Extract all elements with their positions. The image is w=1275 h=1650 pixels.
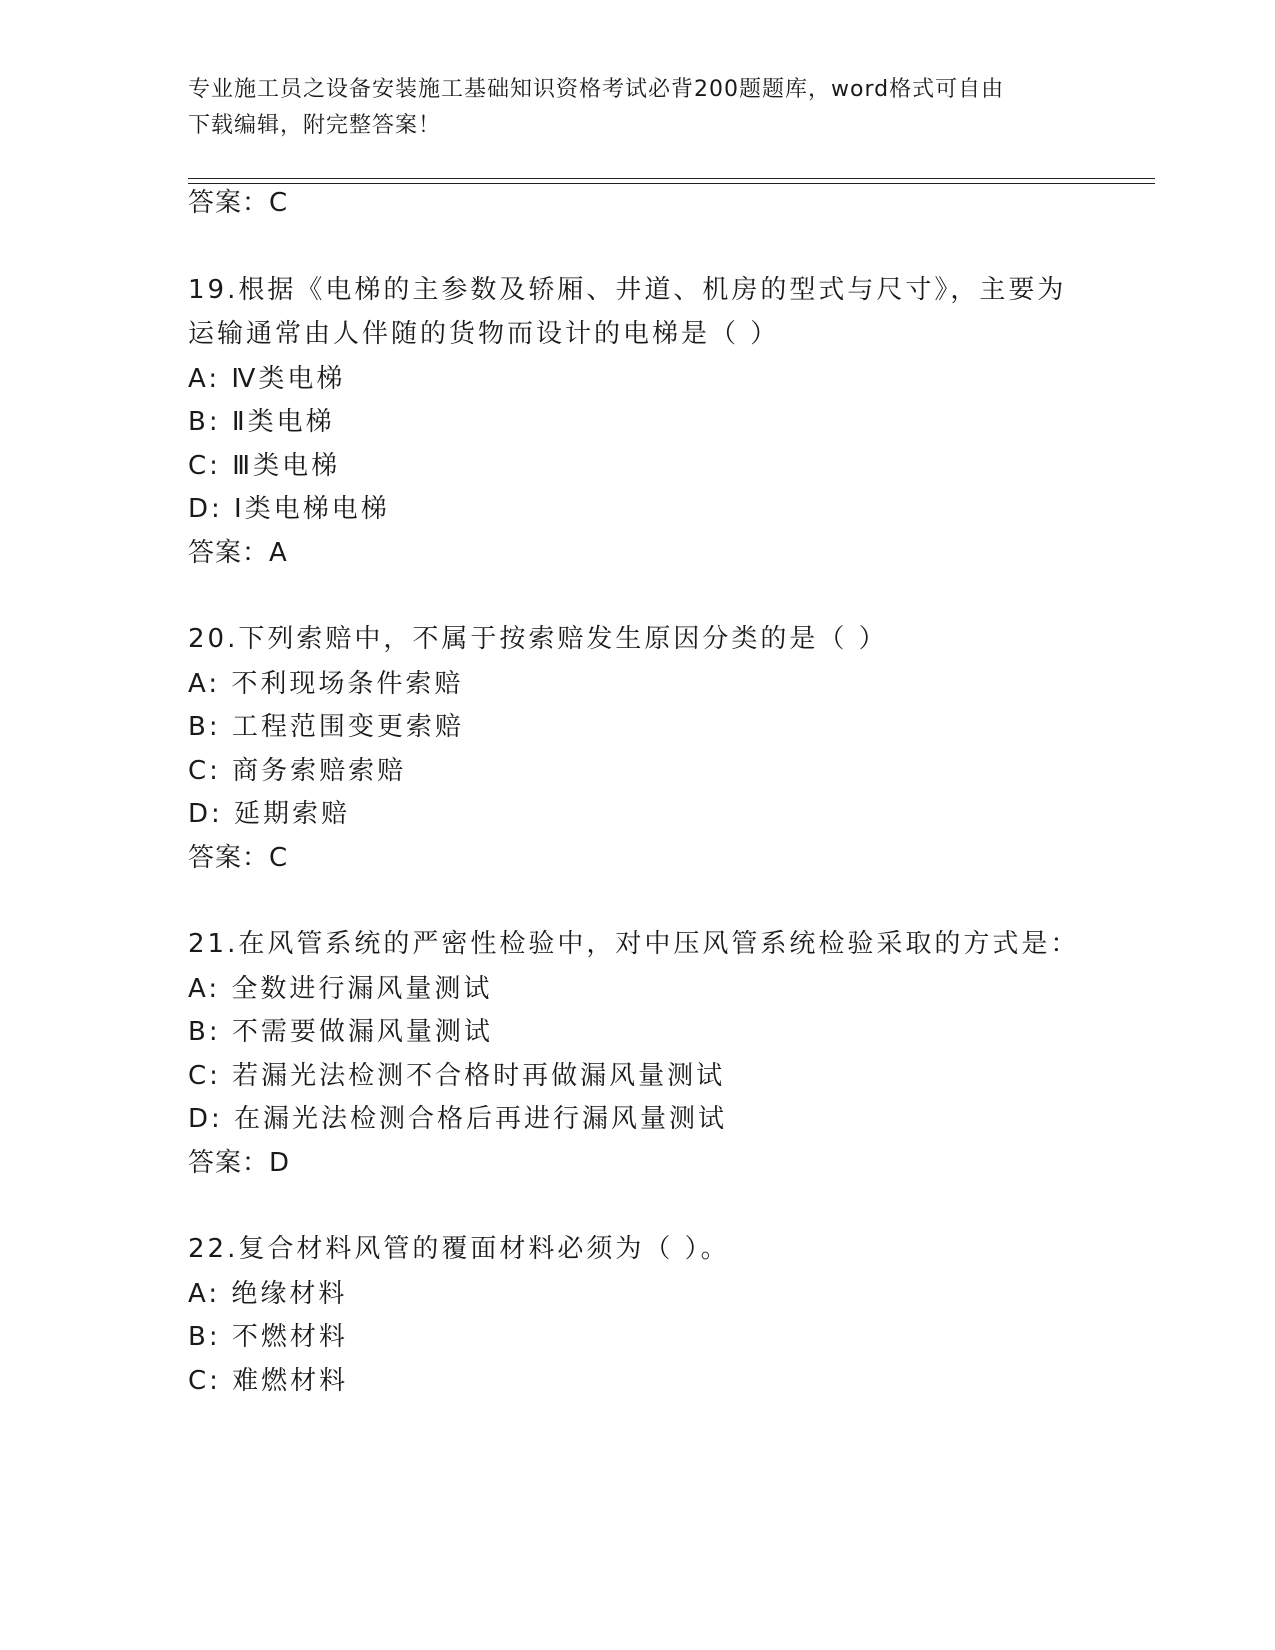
question-stem-line: 22.复合材料风管的覆面材料必须为（ ）。: [188, 1234, 730, 1264]
option-a: A: Ⅳ类电梯: [188, 364, 346, 394]
question-stem-line: 21.在风管系统的严密性检验中，对中压风管系统检验采取的方式是：: [188, 929, 1080, 959]
option-c: C: 难燃材料: [188, 1366, 349, 1396]
question-stem: [188, 268, 1088, 356]
question-stem-line: 运输通常由人伴随的货物而设计的电梯是（ ）: [188, 319, 780, 349]
option-c: C: 商务索赔索赔: [188, 756, 407, 786]
question-stem-line: 19.根据《电梯的主参数及轿厢、井道、机房的型式与尺寸》，主要为: [188, 275, 1067, 305]
option-c: C: 若漏光法检测不合格时再做漏风量测试: [188, 1061, 726, 1091]
option-c: C: Ⅲ类电梯: [188, 451, 341, 481]
option-b: B: 不燃材料: [188, 1322, 348, 1352]
option-d: D: Ⅰ类电梯电梯: [188, 494, 390, 524]
question-stem: [188, 1227, 1088, 1271]
question-stem: [188, 922, 1088, 966]
answer-line: 答案：A: [188, 538, 288, 568]
answer-line: 答案：D: [188, 1148, 291, 1178]
header-rule-double: [188, 183, 1155, 184]
header-rule: [188, 178, 1155, 179]
option-a: A: 全数进行漏风量测试: [188, 974, 493, 1004]
answer-line: 答案：C: [188, 188, 289, 218]
option-b: B: 工程范围变更索赔: [188, 712, 464, 742]
question-stem-line: 20.下列索赔中，不属于按索赔发生原因分类的是（ ）: [188, 624, 888, 654]
option-b: B: Ⅱ类电梯: [188, 407, 335, 437]
option-d: D: 延期索赔: [188, 799, 351, 829]
option-b: B: 不需要做漏风量测试: [188, 1017, 493, 1047]
answer-line: 答案：C: [188, 843, 289, 873]
option-d: D: 在漏光法检测合格后再进行漏风量测试: [188, 1104, 728, 1134]
question-stem: [188, 617, 1088, 661]
option-a: A: 不利现场条件索赔: [188, 669, 464, 699]
header-line-2: 下载编辑，附完整答案！: [188, 113, 442, 138]
option-a: A: 绝缘材料: [188, 1279, 348, 1309]
header-line-1: 专业施工员之设备安装施工基础知识资格考试必背200题题库，word格式可自由: [188, 77, 1005, 102]
document-header: [188, 72, 1088, 144]
